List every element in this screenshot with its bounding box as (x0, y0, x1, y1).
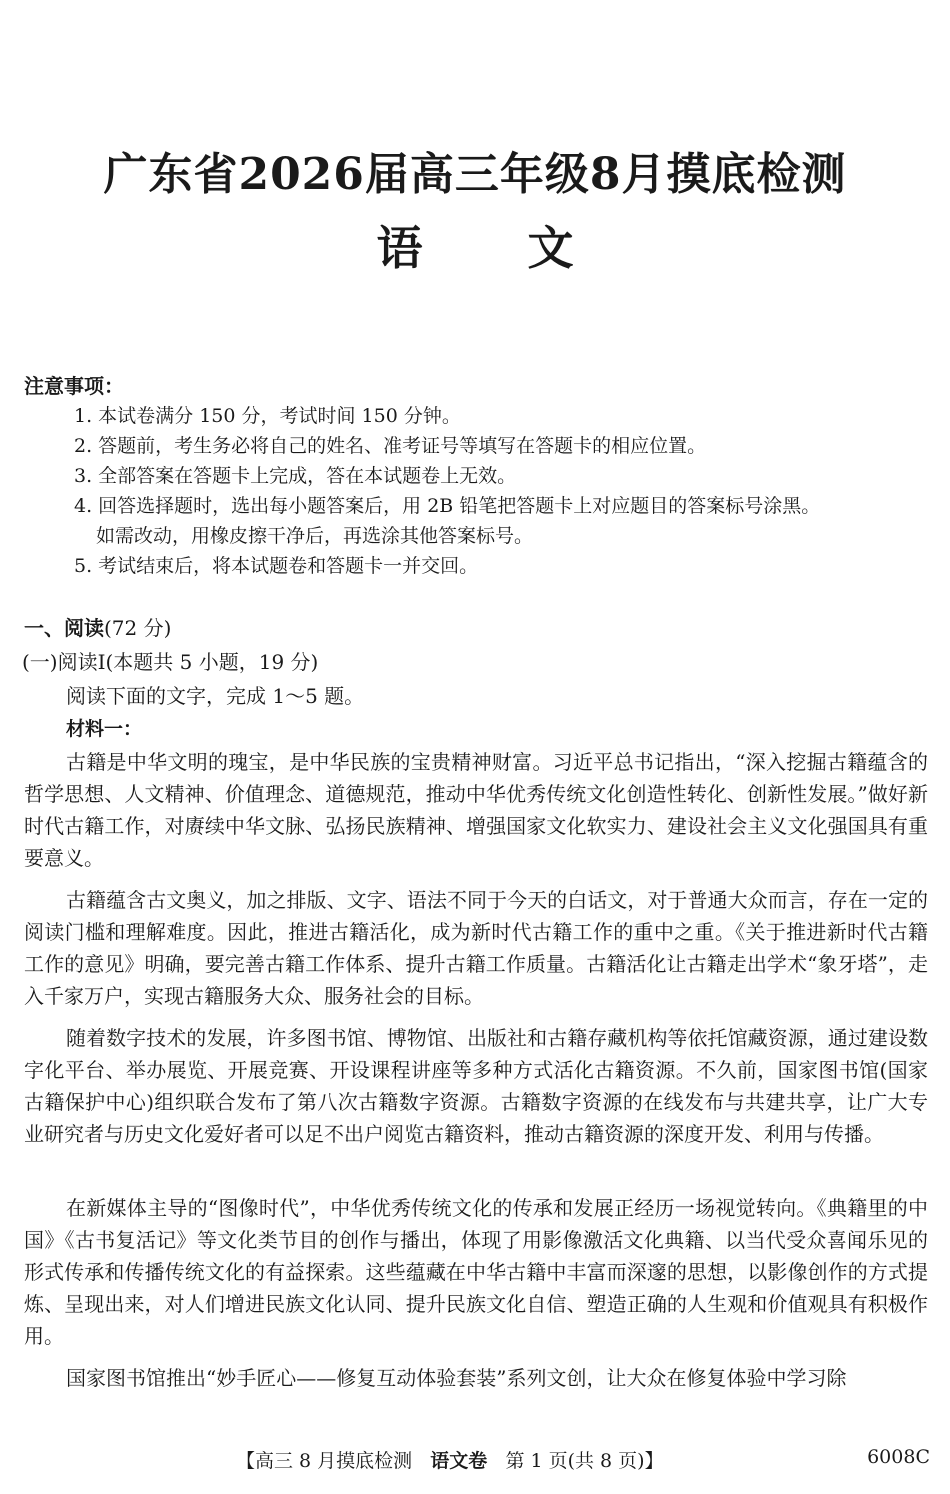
exam-title: 广东省2026届高三年级8月摸底检测 (103, 149, 847, 200)
notice-item-4: 4. 回答选择题时，选出每小题答案后，用 2B 铅笔把答题卡上对应题目的答案标号涂黑。 (74, 495, 821, 517)
part-label: 一、阅读 (24, 616, 104, 640)
part-heading (24, 612, 171, 641)
paragraph-2: 古籍蕴含古文奥义，加之排版、文字、语法不同于今天的白话文，对于普通大众而言，存在一定的阅读门槛和理解难度。因此，推进古籍活化，成为新时代古籍工作的重中之重。《关于推进新时代古籍工作的意见》明确，要完善古籍工作体系、提升古籍工作质量。古籍活化让古籍走出学术“象牙塔”，走入千家万户，实现古籍服务大众、服务社会的目标。 (24, 888, 928, 1008)
notice-item-5: 5. 考试结束后，将本试题卷和答题卡一并交回。 (74, 555, 479, 577)
paragraph-4: 在新媒体主导的“图像时代”，中华优秀传统文化的传承和发展正经历一场视觉转向。《典籍里的中国》《古书复活记》等文化类节目的创作与播出，体现了用影像激活文化典籍、以当代受众喜闻乐见的形式传承和传播传统文化的有益探索。这些蕴藏在中华古籍中丰富而深邃的思想，以影像创作的方式提炼、呈现出来，对人们增进民族文化认同、提升民族文化自信、塑造正确的人生观和价值观具有积极作用。 (24, 1196, 928, 1348)
subject-heading (0, 212, 950, 278)
notice-heading: 注意事项： (24, 374, 124, 398)
notice-item-1: 1. 本试卷满分 150 分，考试时间 150 分钟。 (74, 405, 461, 427)
sub-heading: (一)阅读Ⅰ(本题共 5 小题，19 分) (22, 650, 319, 674)
part-score: (72 分) (104, 616, 172, 640)
footer-center (236, 1446, 664, 1473)
paragraph-1: 古籍是中华文明的瑰宝，是中华民族的宝贵精神财富。习近平总书记指出，“深入挖掘古籍蕴含的哲学思想、人文精神、价值理念、道德规范，推动中华优秀传统文化创造性转化、创新性发展。”做好新时代古籍工作，对赓续中华文脉、弘扬民族精神、增强国家文化软实力、建设社会主义文化强国具有重要意义。 (24, 750, 928, 870)
paragraph-3: 随着数字技术的发展，许多图书馆、博物馆、出版社和古籍存藏机构等依托馆藏资源，通过建设数字化平台、举办展览、开展竞赛、开设课程讲座等多种方式活化古籍资源。不久前，国家图书馆(国家古籍保护中心)组织联合发布了第八次古籍数字资源。古籍数字资源的在线发布与共建共享，让广大专业研究者与历史文化爱好者可以足不出户阅览古籍资料，推动古籍资源的深度开发、利用与传播。 (24, 1026, 928, 1146)
footer-page-info: 第 1 页(共 8 页)】 (505, 1450, 664, 1472)
notice-item-2: 2. 答题前，考生务必将自己的姓名、准考证号等填写在答题卡的相应位置。 (74, 435, 707, 457)
footer-code: 6008C (867, 1446, 930, 1468)
notice-item-3: 3. 全部答案在答题卡上完成，答在本试题卷上无效。 (74, 465, 517, 487)
notice-item-4-cont: 如需改动，用橡皮擦干净后，再选涂其他答案标号。 (96, 525, 534, 547)
subject-char-right: 文 (527, 221, 574, 275)
footer-exam-label: 【高三 8 月摸底检测 (236, 1450, 413, 1472)
instruction: 阅读下面的文字，完成 1～5 题。 (66, 684, 365, 708)
material-label: 材料一： (66, 718, 143, 740)
paragraph-5: 国家图书馆推出“妙手匠心——修复互动体验套装”系列文创，让大众在修复体验中学习除 (66, 1366, 847, 1390)
subject-char-left: 语 (376, 221, 423, 275)
footer-exam-name: 语文卷 (430, 1450, 488, 1472)
